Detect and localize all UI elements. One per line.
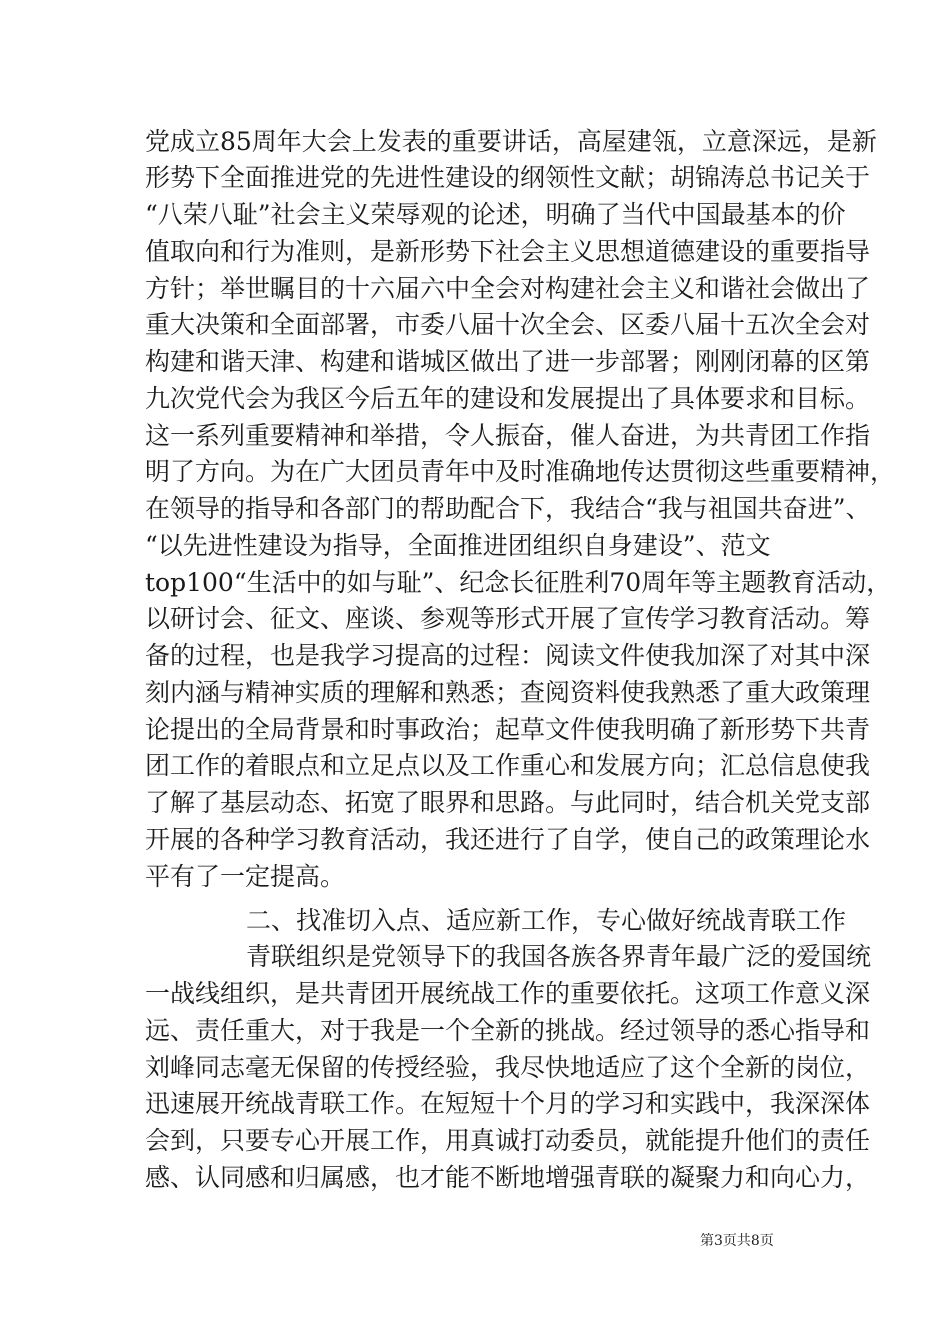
text-line: 感、认同感和归属感，也才能不断地增强青联的凝聚力和向心力，: [145, 1163, 871, 1192]
section-heading: 二、找准切入点、适应新工作，专心做好统战青联工作: [246, 906, 847, 935]
text-line: top100“生活中的如与耻”、纪念长征胜利70周年等主题教育活动，: [145, 568, 892, 597]
text-line: 远、责任重大，对于我是一个全新的挑战。经过领导的悉心指导和: [145, 1016, 871, 1045]
text-line: 迅速展开统战青联工作。在短短十个月的学习和实践中，我深深体: [145, 1089, 871, 1118]
text-line: “以先进性建设为指导，全面推进团组织自身建设”、范文: [145, 531, 771, 560]
text-line: 刘峰同志毫无保留的传授经验，我尽快地适应了这个全新的岗位，: [145, 1053, 871, 1082]
text-line: 备的过程，也是我学习提高的过程：阅读文件使我加深了对其中深: [145, 641, 871, 670]
text-line: 明了方向。为在广大团员青年中及时准确地传达贯彻这些重要精神，: [145, 457, 896, 486]
text-line: 构建和谐天津、构建和谐城区做出了进一步部署；刚刚闭幕的区第: [145, 347, 871, 376]
text-line: 了解了基层动态、拓宽了眼界和思路。与此同时，结合机关党支部: [145, 788, 871, 817]
text-line: 值取向和行为准则，是新形势下社会主义思想道德建设的重要指导: [145, 237, 871, 266]
text-line: 在领导的指导和各部门的帮助配合下，我结合“我与祖国共奋进”、: [145, 494, 871, 523]
text-line: 团工作的着眼点和立足点以及工作重心和发展方向；汇总信息使我: [145, 751, 871, 780]
text-line: 这一系列重要精神和举措，令人振奋，催人奋进，为共青团工作指: [145, 421, 871, 450]
text-line: “八荣八耻”社会主义荣辱观的论述，明确了当代中国最基本的价: [145, 200, 846, 229]
text-line: 九次党代会为我区今后五年的建设和发展提出了具体要求和目标。: [145, 384, 871, 413]
text-line: 平有了一定提高。: [145, 862, 346, 891]
text-line: 重大决策和全面部署，市委八届十次全会、区委八届十五次全会对: [145, 310, 871, 339]
text-line: 开展的各种学习教育活动，我还进行了自学，使自己的政策理论水: [145, 825, 871, 854]
text-line: 方针；举世瞩目的十六届六中全会对构建社会主义和谐社会做出了: [145, 274, 871, 303]
page-number: 第3页共8页: [700, 1233, 774, 1249]
text-line: 党成立85周年大会上发表的重要讲话，高屋建瓴，立意深远，是新: [145, 127, 877, 156]
text-line: 一战线组织，是共青团开展统战工作的重要依托。这项工作意义深: [145, 979, 871, 1008]
text-line: 会到，只要专心开展工作，用真诚打动委员，就能提升他们的责任: [145, 1126, 871, 1155]
paragraph-first-line: 青联组织是党领导下的我国各族各界青年最广泛的爱国统: [246, 942, 872, 971]
text-line: 论提出的全局背景和时事政治；起草文件使我明确了新形势下共青: [145, 715, 871, 744]
text-line: 以研讨会、征文、座谈、参观等形式开展了宣传学习教育活动。筹: [145, 604, 871, 633]
text-line: 刻内涵与精神实质的理解和熟悉；查阅资料使我熟悉了重大政策理: [145, 678, 871, 707]
text-line: 形势下全面推进党的先进性建设的纲领性文献；胡锦涛总书记关于: [145, 163, 871, 192]
